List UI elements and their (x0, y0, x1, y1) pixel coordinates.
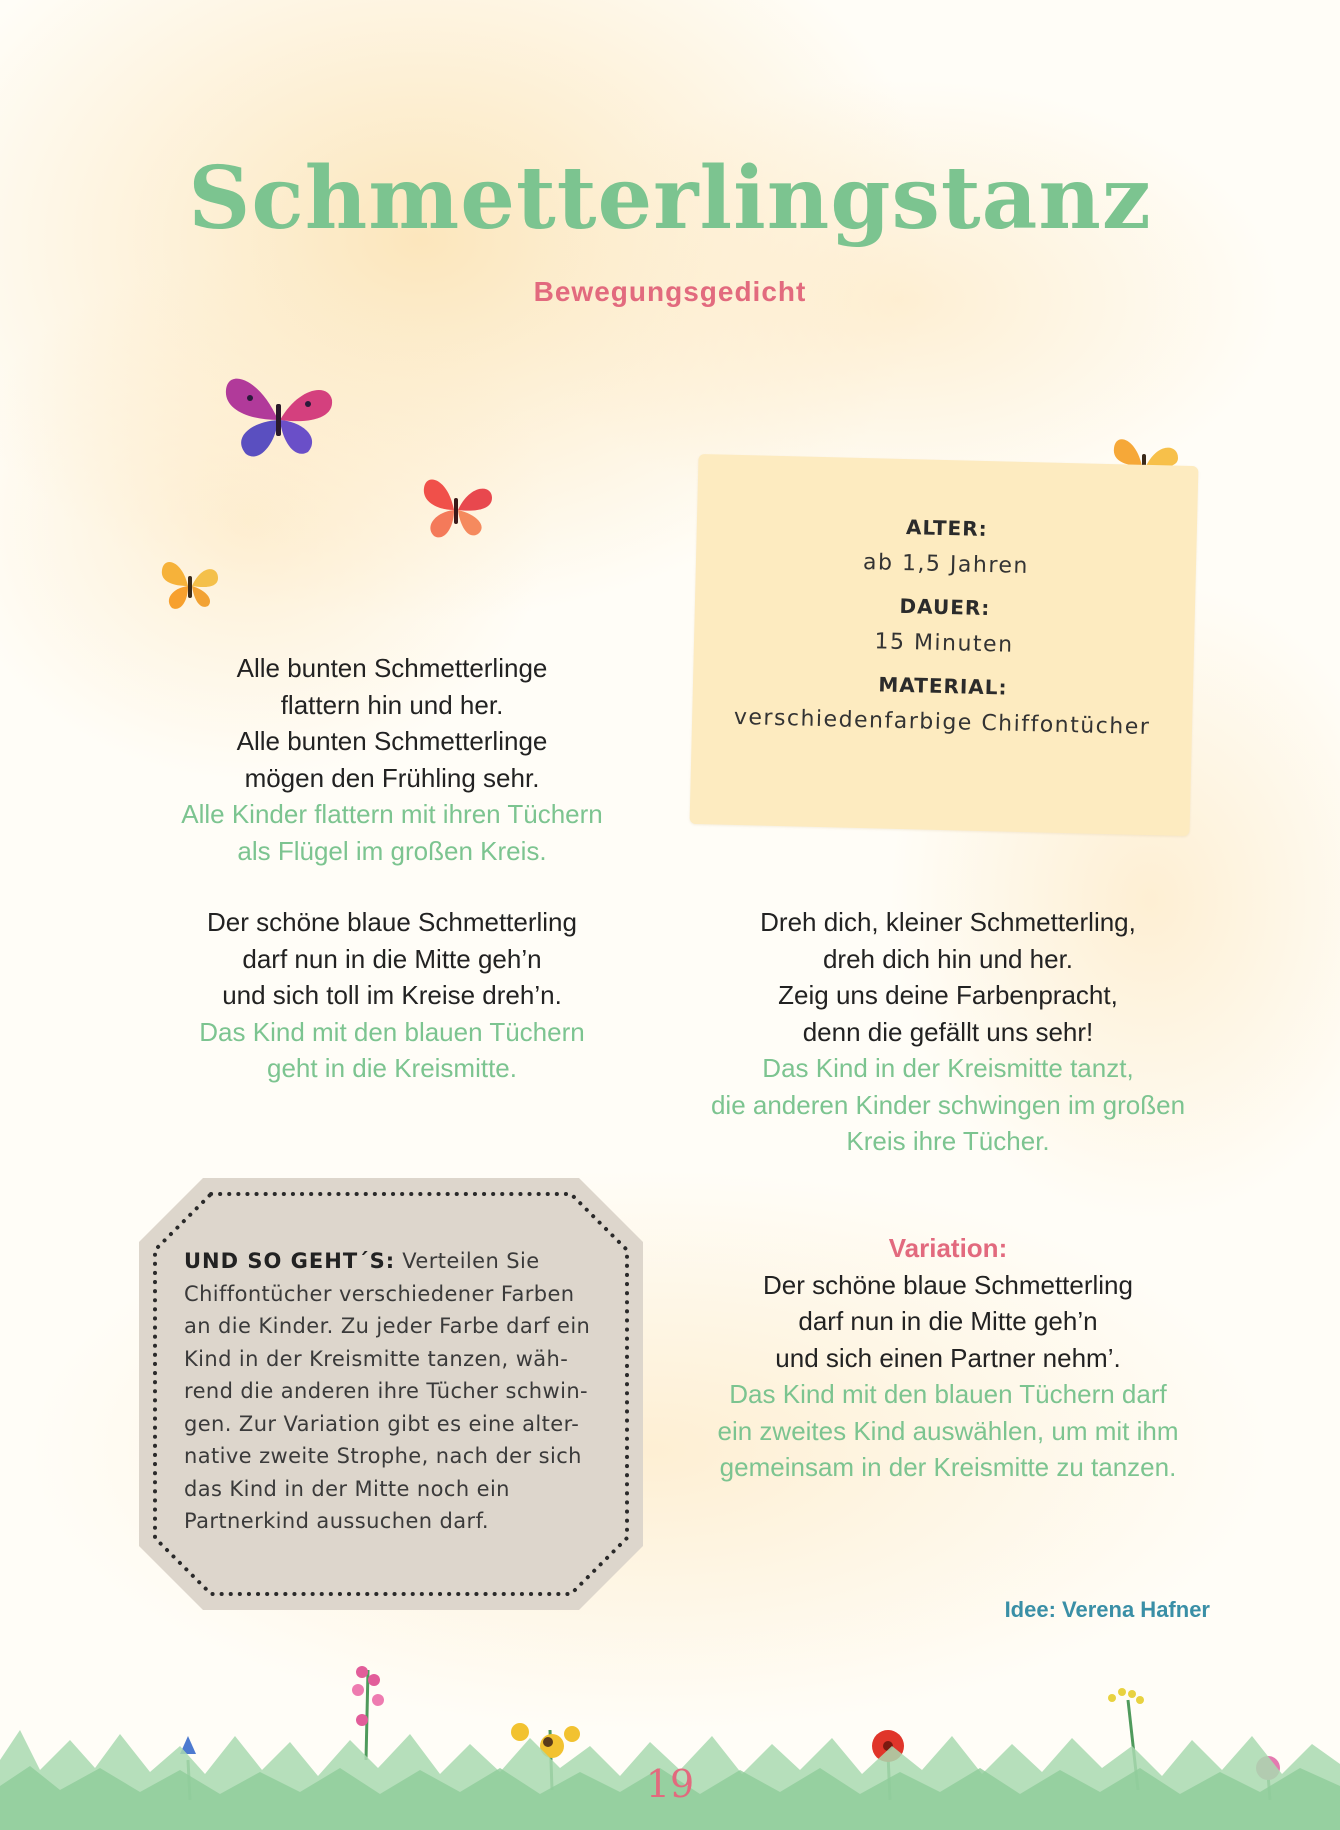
purple-butterfly-illustration (220, 368, 338, 468)
yellow-butterfly-illustration (158, 556, 222, 614)
verse-instruction: gemeinsam in der Kreismitte zu tanzen. (719, 1452, 1177, 1482)
verse-2 (132, 904, 652, 1087)
red-butterfly-illustration (418, 470, 498, 548)
verse-line: mögen den Frühling sehr. (244, 762, 540, 793)
author-credit: Idee: Verena Hafner (1004, 1597, 1210, 1622)
verse-line: und sich toll im Kreise dreh’n. (222, 980, 562, 1010)
howto-line: an die Kinder. Zu jeder Farbe darf ein (184, 1314, 591, 1338)
verse-line: darf nun in die Mitte geh’n (798, 1306, 1098, 1336)
verse-instruction: Das Kind mit den blauen Tüchern (199, 1016, 585, 1047)
verse-1 (132, 650, 652, 869)
howto-line: gen. Zur Variation gibt es eine alter- (184, 1411, 580, 1436)
verse-instruction: Alle Kinder flattern mit ihren Tüchern (181, 799, 603, 829)
verse-line: Zeig uns deine Farbenpracht, (778, 980, 1118, 1010)
howto-line: native zweite Strophe, nach der sich (184, 1444, 582, 1468)
verse-line: Der schöne blaue Schmetterling (207, 907, 577, 937)
material-value: verschiedenfarbige Chiffontücher (733, 704, 1151, 741)
howto-line: das Kind in der Mitte noch ein (184, 1476, 510, 1501)
duration-label: DAUER: (899, 593, 991, 621)
verse-line: dreh dich hin und her. (822, 943, 1074, 974)
verse-line: Der schöne blaue Schmetterling (763, 1269, 1133, 1300)
age-label: ALTER: (905, 515, 988, 542)
verse-line: Dreh dich, kleiner Schmetterling, (760, 907, 1136, 937)
verse-instruction: ein zweites Kind auswählen, um mit ihm (717, 1415, 1179, 1446)
howto-line: Verteilen Sie (402, 1249, 540, 1273)
verse-instruction: Kreis ihre Tücher. (846, 1126, 1050, 1156)
verse-line: und sich einen Partner nehm’. (775, 1342, 1121, 1373)
verse-3 (688, 904, 1208, 1160)
verse-instruction: als Flügel im großen Kreis. (237, 835, 547, 866)
page-number: 19 (645, 1762, 695, 1806)
page-title: Schmetterlingstanz (188, 148, 1152, 249)
howto-line: Partnerkind aussuchen darf. (184, 1509, 489, 1533)
age-value: ab 1,5 Jahren (862, 550, 1030, 580)
verse-line: flattern hin und her. (280, 689, 504, 720)
howto-line: Chiffontücher verschiedener Farben (184, 1281, 575, 1306)
verse-instruction: die anderen Kinder schwingen im großen (710, 1089, 1186, 1120)
verse-instruction: Das Kind mit den blauen Tüchern darf (729, 1379, 1167, 1409)
verse-line: Alle bunten Schmetterlinge (236, 653, 548, 683)
info-card (690, 454, 1199, 836)
verse-line: Alle bunten Schmetterlinge (236, 726, 548, 756)
verse-line: denn die gefällt uns sehr! (802, 1016, 1094, 1047)
howto-line: Kind in der Kreismitte tanzen, wäh- (184, 1346, 569, 1371)
howto-line: rend die anderen ihre Tücher schwin- (184, 1379, 589, 1403)
howto-text (184, 1245, 604, 1538)
page-subtitle: Bewegungsgedicht (533, 276, 807, 307)
verse-line: darf nun in die Mitte geh’n (242, 943, 542, 974)
howto-label: UND SO GEHT´S: (184, 1249, 396, 1273)
verse-instruction: Das Kind in der Kreismitte tanzt, (762, 1053, 1134, 1083)
variation-label: Variation: (888, 1233, 1008, 1263)
duration-value: 15 Minuten (874, 629, 1014, 658)
verse-instruction: geht in die Kreismitte. (266, 1053, 517, 1083)
material-label: MATERIAL: (878, 672, 1008, 700)
variation-verse (688, 1230, 1208, 1486)
